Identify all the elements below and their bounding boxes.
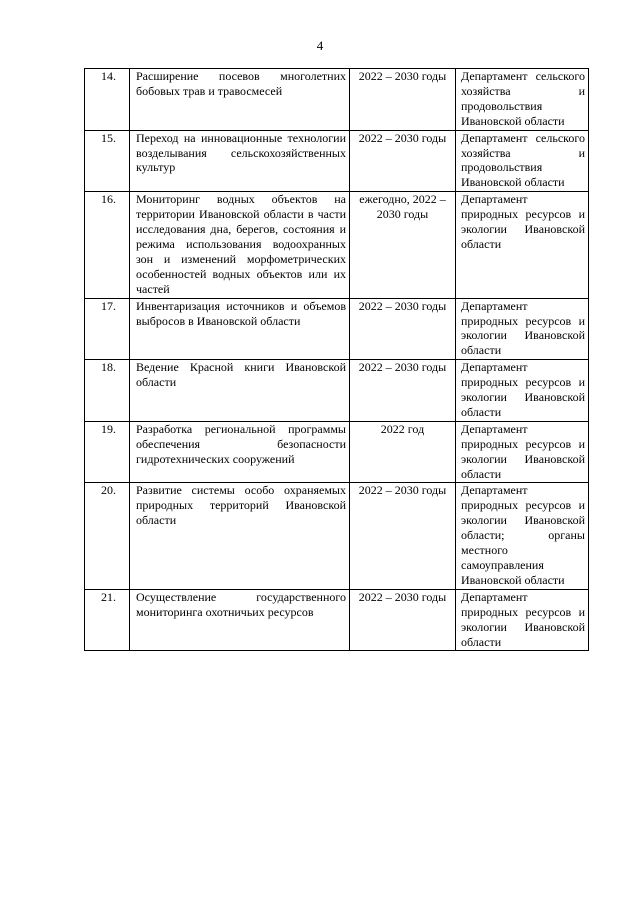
table-row xyxy=(85,421,589,483)
measure-responsible: Департамент природных ресурсов и экологии Ивановской области xyxy=(456,192,589,298)
measure-term: 2022 – 2030 годы xyxy=(350,483,456,589)
table-row xyxy=(85,360,589,422)
table-row xyxy=(85,298,589,360)
measure-term: 2022 – 2030 годы xyxy=(350,130,456,192)
measure-responsible: Департамент природных ресурсов и экологии Ивановской области xyxy=(456,360,589,422)
table-row xyxy=(85,69,589,131)
measure-term: 2022 год xyxy=(350,421,456,483)
row-number: 16. xyxy=(85,192,130,298)
measure-responsible: Департамент природных ресурсов и экологии Ивановской области; органы местного самоуправления Ивановской области xyxy=(456,483,589,589)
measure-term: 2022 – 2030 годы xyxy=(350,589,456,651)
row-number: 19. xyxy=(85,421,130,483)
measure-name: Инвентаризация источников и объемов выбросов в Ивановской области xyxy=(130,298,350,360)
row-number: 18. xyxy=(85,360,130,422)
row-number: 14. xyxy=(85,69,130,131)
measures-table xyxy=(84,68,589,651)
table-row xyxy=(85,130,589,192)
measure-responsible: Департамент сельского хозяйства и продовольствия Ивановской области xyxy=(456,69,589,131)
measure-name: Расширение посевов многолетних бобовых трав и травосмесей xyxy=(130,69,350,131)
measure-name: Осуществление государственного мониторинга охотничьих ресурсов xyxy=(130,589,350,651)
row-number: 21. xyxy=(85,589,130,651)
measure-term: ежегодно, 2022 – 2030 годы xyxy=(350,192,456,298)
table-row xyxy=(85,589,589,651)
measure-name: Разработка региональной программы обеспечения безопасности гидротехнических сооружений xyxy=(130,421,350,483)
row-number: 20. xyxy=(85,483,130,589)
measure-name: Мониторинг водных объектов на территории Ивановской области в части исследования дна, берегов, состояния и режима использования водоохранных зон и изменений морфометрических особенностей водных объектов или их частей xyxy=(130,192,350,298)
row-number: 17. xyxy=(85,298,130,360)
measure-responsible: Департамент природных ресурсов и экологии Ивановской области xyxy=(456,298,589,360)
page-number: 4 xyxy=(316,38,324,53)
table-row xyxy=(85,192,589,298)
row-number: 15. xyxy=(85,130,130,192)
measure-term: 2022 – 2030 годы xyxy=(350,298,456,360)
measure-responsible: Департамент природных ресурсов и экологии Ивановской области xyxy=(456,421,589,483)
measure-term: 2022 – 2030 годы xyxy=(350,69,456,131)
table-row xyxy=(85,483,589,589)
measure-term: 2022 – 2030 годы xyxy=(350,360,456,422)
measure-responsible: Департамент природных ресурсов и экологии Ивановской области xyxy=(456,589,589,651)
measure-name: Переход на инновационные технологии возделывания сельскохозяйственных культур xyxy=(130,130,350,192)
measure-responsible: Департамент сельского хозяйства и продовольствия Ивановской области xyxy=(456,130,589,192)
measure-name: Ведение Красной книги Ивановской области xyxy=(130,360,350,422)
measure-name: Развитие системы особо охраняемых природных территорий Ивановской области xyxy=(130,483,350,589)
